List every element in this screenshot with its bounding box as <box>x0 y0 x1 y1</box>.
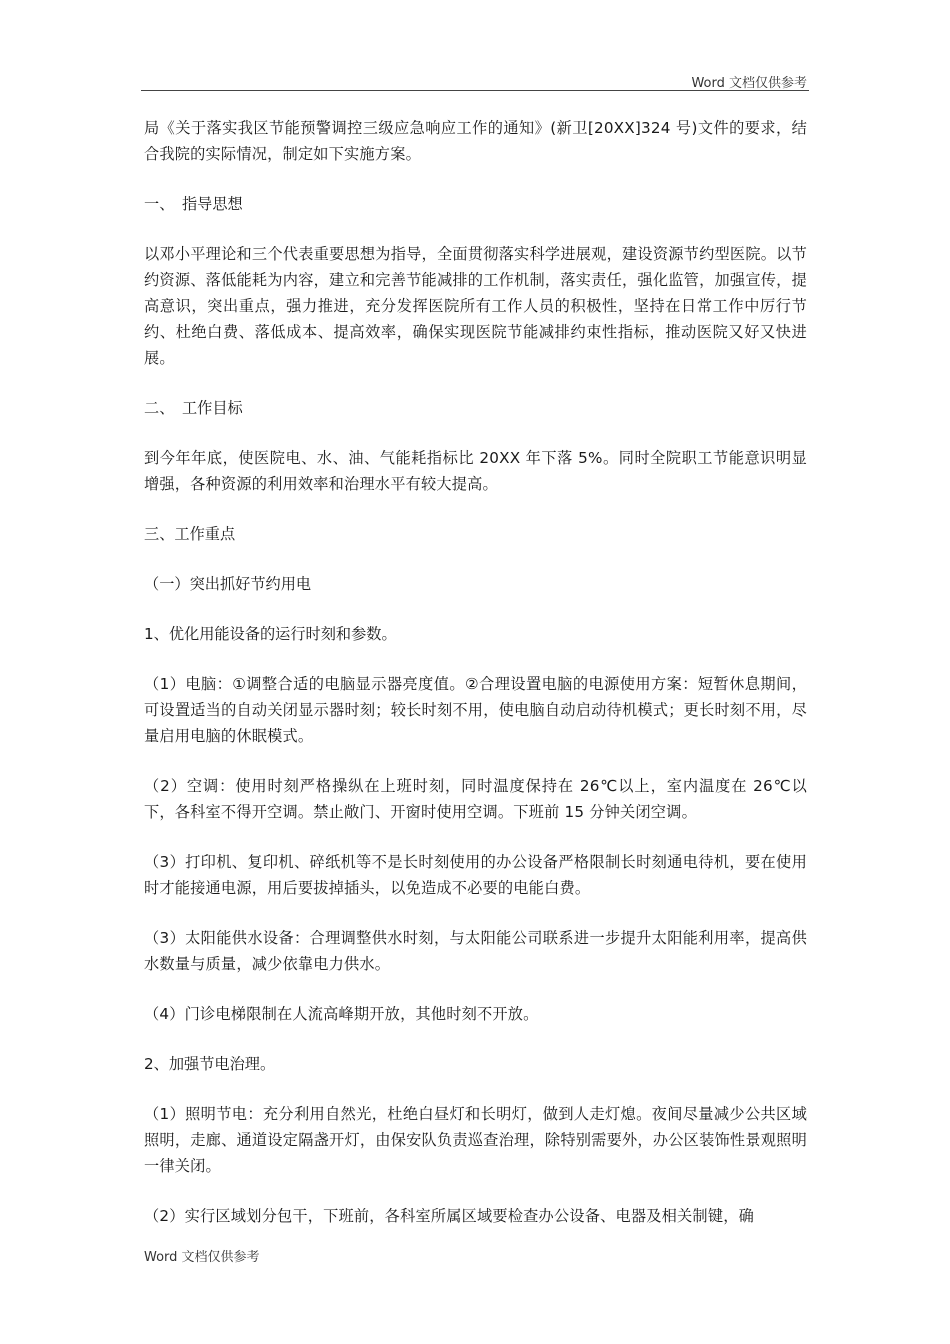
item-heading-1: 1、优化用能设备的运行时刻和参数。 <box>144 625 397 643</box>
item-1-3-paragraph: （3）打印机、复印机、碎纸机等不是长时刻使用的办公设备严格限制长时刻通电待机，要在使用时才能接通电源，用后要拔掉插头，以免造成不必要的电能白费。 <box>144 853 807 897</box>
item-2-2-paragraph: （2）实行区域划分包干，下班前，各科室所属区域要检查办公设备、电器及相关制键，确 <box>144 1207 754 1225</box>
document-body <box>144 115 807 1251</box>
section-heading-2: 二、 工作目标 <box>144 399 243 417</box>
item-2-1-paragraph: （1）照明节电：充分利用自然光，杜绝白昼灯和长明灯，做到人走灯熄。夜间尽量减少公共区域照明，走廊、通道设定隔盏开灯，由保安队负责巡查治理，除特别需要外，办公区装饰性景观照明一律关闭。 <box>144 1105 807 1175</box>
item-heading-2: 2、加强节电治理。 <box>144 1055 276 1073</box>
section-heading-1: 一、 指导思想 <box>144 195 243 213</box>
section-heading-3: 三、工作重点 <box>144 525 236 543</box>
page-header: Word 文档仅供参考 <box>691 76 807 91</box>
subsection-heading-1: （一）突出抓好节约用电 <box>144 575 312 593</box>
header-divider <box>141 90 809 91</box>
page-footer: Word 文档仅供参考 <box>144 1250 260 1265</box>
intro-paragraph: 局《关于落实我区节能预警调控三级应急响应工作的通知》(新卫[20XX]324 号)文件的要求，结合我院的实际情况，制定如下实施方案。 <box>144 119 807 163</box>
item-1-5-paragraph: （4）门诊电梯限制在人流高峰期开放，其他时刻不开放。 <box>144 1005 539 1023</box>
section-1-paragraph: 以邓小平理论和三个代表重要思想为指导，全面贯彻落实科学进展观，建设资源节约型医院。以节约资源、落低能耗为内容，建立和完善节能减排的工作机制，落实责任，强化监管，加强宣传，提高意识，突出重点，强力推进，充分发挥医院所有工作人员的积极性，坚持在日常工作中厉行节约、杜绝白费、落低成本、提高效率，确保实现医院节能减排约束性指标，推动医院又好又快进展。 <box>144 245 807 367</box>
section-2-paragraph: 到今年年底，使医院电、水、油、气能耗指标比 20XX 年下落 5%。同时全院职工节能意识明显增强，各种资源的利用效率和治理水平有较大提高。 <box>144 449 807 493</box>
item-1-4-paragraph: （3）太阳能供水设备：合理调整供水时刻，与太阳能公司联系进一步提升太阳能利用率，提高供水数量与质量，减少依靠电力供水。 <box>144 929 807 973</box>
item-1-2-paragraph: （2）空调：使用时刻严格操纵在上班时刻，同时温度保持在 26℃以上，室内温度在 26℃以下，各科室不得开空调。禁止敞门、开窗时使用空调。下班前 15 分钟关闭空调。 <box>144 777 807 821</box>
item-1-1-paragraph: （1）电脑：①调整合适的电脑显示器亮度值。②合理设置电脑的电源使用方案：短暂休息期间，可设置适当的自动关闭显示器时刻；较长时刻不用，使电脑自动启动待机模式；更长时刻不用，尽量启用电脑的休眠模式。 <box>144 675 807 745</box>
